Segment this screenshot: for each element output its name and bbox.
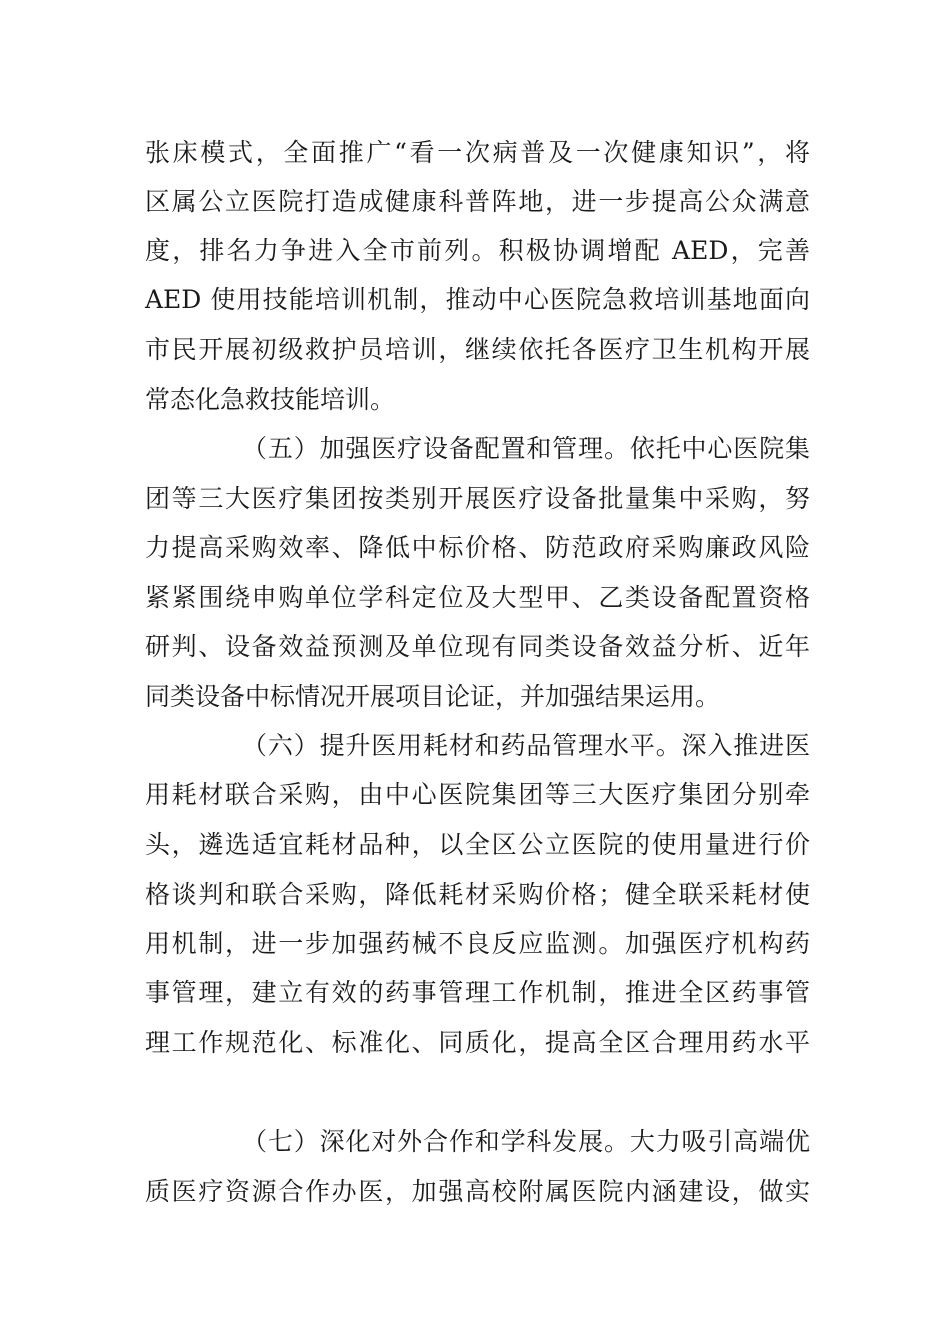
text-line: 力提高采购效率、降低中标价格、防范政府采购廉政风险 <box>145 533 810 562</box>
text-line: 质医疗资源合作办医，加强高校附属医院内涵建设，做实 <box>145 1177 810 1206</box>
text-line: 市民开展初级救护员培训，继续依托各医疗卫生机构开展 <box>145 335 810 364</box>
text-line: 团等三大医疗集团按类别开展医疗设备批量集中采购，努 <box>145 484 810 513</box>
text-line: 理工作规范化、标准化、同质化，提高全区合理用药水平 <box>145 1028 810 1057</box>
text-line: 区属公立医院打造成健康科普阵地，进一步提高公众满意 <box>145 187 810 216</box>
text-line: 用机制，进一步加强药械不良反应监测。加强医疗机构药 <box>145 929 810 958</box>
section-heading-line: （五）加强医疗设备配置和管理。依托中心医院集 <box>242 434 810 463</box>
text-line: 用耗材联合采购，由中心医院集团等三大医疗集团分别牵 <box>145 780 810 809</box>
text-line: 度，排名力争进入全市前列。积极协调增配 AED，完善 <box>145 236 810 265</box>
section-heading-line: （六）提升医用耗材和药品管理水平。深入推进医 <box>242 731 810 760</box>
text-line: 同类设备中标情况开展项目论证，并加强结果运用。 <box>145 682 721 711</box>
text-line: 格谈判和联合采购，降低耗材采购价格；健全联采耗材使 <box>145 880 810 909</box>
section-heading-line: （七）深化对外合作和学科发展。大力吸引高端优 <box>242 1127 810 1156</box>
text-line: 研判、设备效益预测及单位现有同类设备效益分析、近年 <box>145 632 810 661</box>
text-line: 头，遴选适宜耗材品种，以全区公立医院的使用量进行价 <box>145 830 810 859</box>
text-line: AED 使用技能培训机制，推动中心医院急救培训基地面向 <box>145 285 810 314</box>
text-line: 张床模式，全面推广“看一次病普及一次健康知识”，将 <box>145 138 810 167</box>
text-line: 事管理，建立有效的药事管理工作机制，推进全区药事管 <box>145 978 810 1007</box>
text-line: 紧紧围绕申购单位学科定位及大型甲、乙类设备配置资格 <box>145 583 810 612</box>
text-line: 常态化急救技能培训。 <box>145 385 396 414</box>
